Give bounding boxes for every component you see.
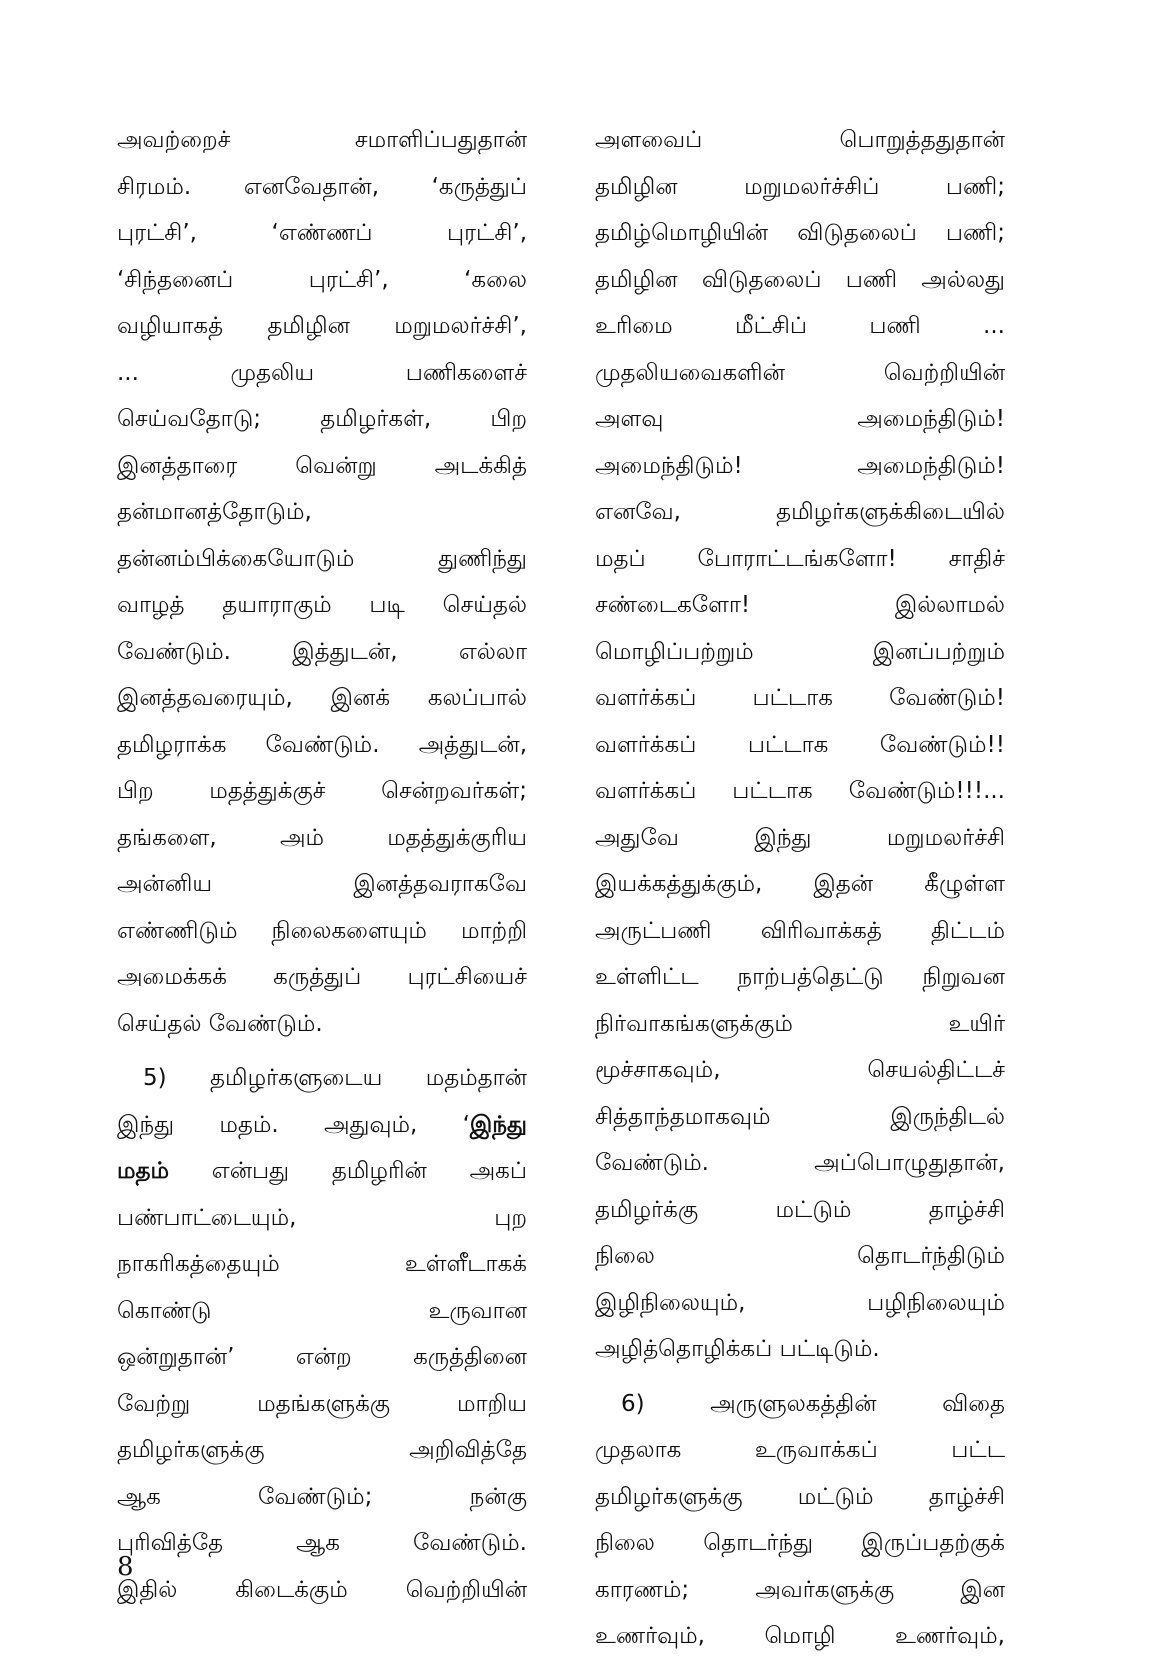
text-line: பிற மதத்துக்குச் சென்றவர்கள்; xyxy=(117,778,527,804)
text-line: தமிழர்களுக்கு அறிவித்தே xyxy=(117,1437,527,1463)
text-line: வளர்க்கப் பட்டாக வேண்டும்!! xyxy=(595,731,1005,758)
text-line: வேற்று மதங்களுக்கு மாறிய xyxy=(117,1390,527,1417)
text-line: புரட்சி’, ‘எண்ணப் புரட்சி’, xyxy=(117,220,527,246)
text-line: ‘சிந்தனைப் புரட்சி’, ‘கலை xyxy=(117,266,527,293)
text-line: அமைக்கக் கருத்துப் புரட்சியைச் xyxy=(117,964,527,990)
text-line: இயக்கத்துக்கும், இதன் கீழுள்ள xyxy=(595,871,1005,897)
text-line: முதலியவைகளின் வெற்றியின் xyxy=(595,359,1005,386)
text-line: மொழிப்பற்றும் இனப்பற்றும் xyxy=(595,638,1005,665)
text-line: எனவே, தமிழர்களுக்கிடையில் xyxy=(595,499,1005,525)
page-number: 8 xyxy=(117,1552,134,1582)
paragraph-6-start: 6) அருளுலகத்தின் விதை xyxy=(621,1390,1005,1417)
text-line: உள்ளிட்ட நாற்பத்தெட்டு நிறுவன xyxy=(595,964,1005,990)
text-segment: என்பது தமிழரின் அகப் xyxy=(169,1158,527,1184)
text-line: அன்னிய இனத்தவராகவே xyxy=(117,871,527,897)
text-line: எண்ணிடும் நிலைகளையும் மாற்றி xyxy=(117,917,527,944)
text-line: தன்மானத்தோடும், xyxy=(117,499,312,525)
text-line: புரிவித்தே ஆக வேண்டும். xyxy=(117,1530,527,1556)
text-line: செய்வதோடு; தமிழர்கள், பிற xyxy=(117,406,527,432)
text-line: மதப் போராட்டங்களோ! சாதிச் xyxy=(595,545,1005,572)
text-line: கொண்டு உருவான xyxy=(117,1297,527,1324)
text-line xyxy=(117,1148,527,1195)
text-line: தமிழின மறுமலர்ச்சிப் பணி; xyxy=(595,173,1005,200)
text-line: உணர்வும், மொழி உணர்வும், xyxy=(595,1623,1005,1649)
text-line: வேண்டும். அப்பொழுதுதான், xyxy=(595,1150,1005,1176)
text-line: வழியாகத் தமிழின மறுமலர்ச்சி’, xyxy=(117,313,527,339)
text-line: சிரமம். எனவேதான், ‘கருத்துப் xyxy=(117,173,527,200)
text-line: தமிழர்களுக்கு மட்டும் தாழ்ச்சி xyxy=(595,1483,1005,1510)
text-line: இழிநிலையும், பழிநிலையும் xyxy=(595,1289,1005,1316)
left-column xyxy=(117,117,527,1613)
text-line: தமிழின விடுதலைப் பணி அல்லது xyxy=(595,266,1005,293)
text-line: காரணம்; அவர்களுக்கு இன xyxy=(595,1576,1005,1603)
text-line: வாழத் தயாராகும் படி செய்தல் xyxy=(117,592,527,618)
text-line: தமிழராக்க வேண்டும். அத்துடன், xyxy=(117,731,527,758)
text-line: மூச்சாகவும், செயல்திட்டச் xyxy=(595,1057,1005,1083)
text-line: ஆக வேண்டும்; நன்கு xyxy=(117,1483,527,1510)
text-line: பண்பாட்டையும், புற xyxy=(117,1204,527,1231)
text-line: சித்தாந்தமாகவும் இருந்திடல் xyxy=(595,1103,1005,1130)
text-line: தன்னம்பிக்கையோடும் துணிந்து xyxy=(117,545,527,572)
bold-term: மதம் xyxy=(117,1158,169,1184)
text-line xyxy=(117,1102,527,1149)
text-line: அதுவே இந்து மறுமலர்ச்சி xyxy=(595,824,1005,851)
text-line: அருட்பணி விரிவாக்கத் திட்டம் xyxy=(595,917,1005,944)
text-line: அளவு அமைந்திடும்! xyxy=(595,406,1005,432)
paragraph-5-start: 5) தமிழர்களுடைய மதம்தான் xyxy=(143,1065,527,1091)
right-column xyxy=(595,117,1005,1660)
text-line: அமைந்திடும்! அமைந்திடும்! xyxy=(595,452,1005,479)
text-line: ... முதலிய பணிகளைச் xyxy=(117,359,527,386)
text-line: வேண்டும். இத்துடன், எல்லா xyxy=(117,638,527,665)
text-line: தங்களை, அம் மதத்துக்குரிய xyxy=(117,824,527,851)
text-line: உரிமை மீட்சிப் பணி ... xyxy=(595,313,1005,339)
text-line: நாகரிகத்தையும் உள்ளீடாகக் xyxy=(117,1251,527,1277)
text-line: நிலை தொடர்ந்து இருப்பதற்குக் xyxy=(595,1530,1005,1556)
text-segment: இந்து மதம். அதுவும், ‘ xyxy=(117,1111,470,1138)
text-line: தமிழர்க்கு மட்டும் தாழ்ச்சி xyxy=(595,1196,1005,1223)
text-line: இதில் கிடைக்கும் வெற்றியின் xyxy=(117,1576,527,1603)
text-line: தமிழ்மொழியின் விடுதலைப் பணி; xyxy=(595,220,1005,246)
text-line: இனத்தாரை வென்று அடக்கித் xyxy=(117,452,527,479)
text-line: நிலை தொடர்ந்திடும் xyxy=(595,1243,1005,1269)
bold-term: இந்து xyxy=(469,1111,527,1138)
text-line: ஒன்றுதான்’ என்ற கருத்தினை xyxy=(117,1344,527,1370)
text-line: செய்தல் வேண்டும். xyxy=(117,1010,323,1037)
text-line: அழித்தொழிக்கப் பட்டிடும். xyxy=(595,1336,880,1362)
text-line: வளர்க்கப் பட்டாக வேண்டும்!!!... xyxy=(595,778,1005,804)
text-line: வளர்க்கப் பட்டாக வேண்டும்! xyxy=(595,685,1005,711)
text-line: இனத்தவரையும், இனக் கலப்பால் xyxy=(117,685,527,711)
text-line: சண்டைகளோ! இல்லாமல் xyxy=(595,592,1005,618)
text-line: அளவைப் பொறுத்ததுதான் xyxy=(595,127,1005,153)
text-line: அவற்றைச் சமாளிப்பதுதான் xyxy=(117,127,527,153)
text-line: முதலாக உருவாக்கப் பட்ட xyxy=(595,1437,1005,1463)
text-line: நிர்வாகங்களுக்கும் உயிர் xyxy=(595,1010,1005,1037)
